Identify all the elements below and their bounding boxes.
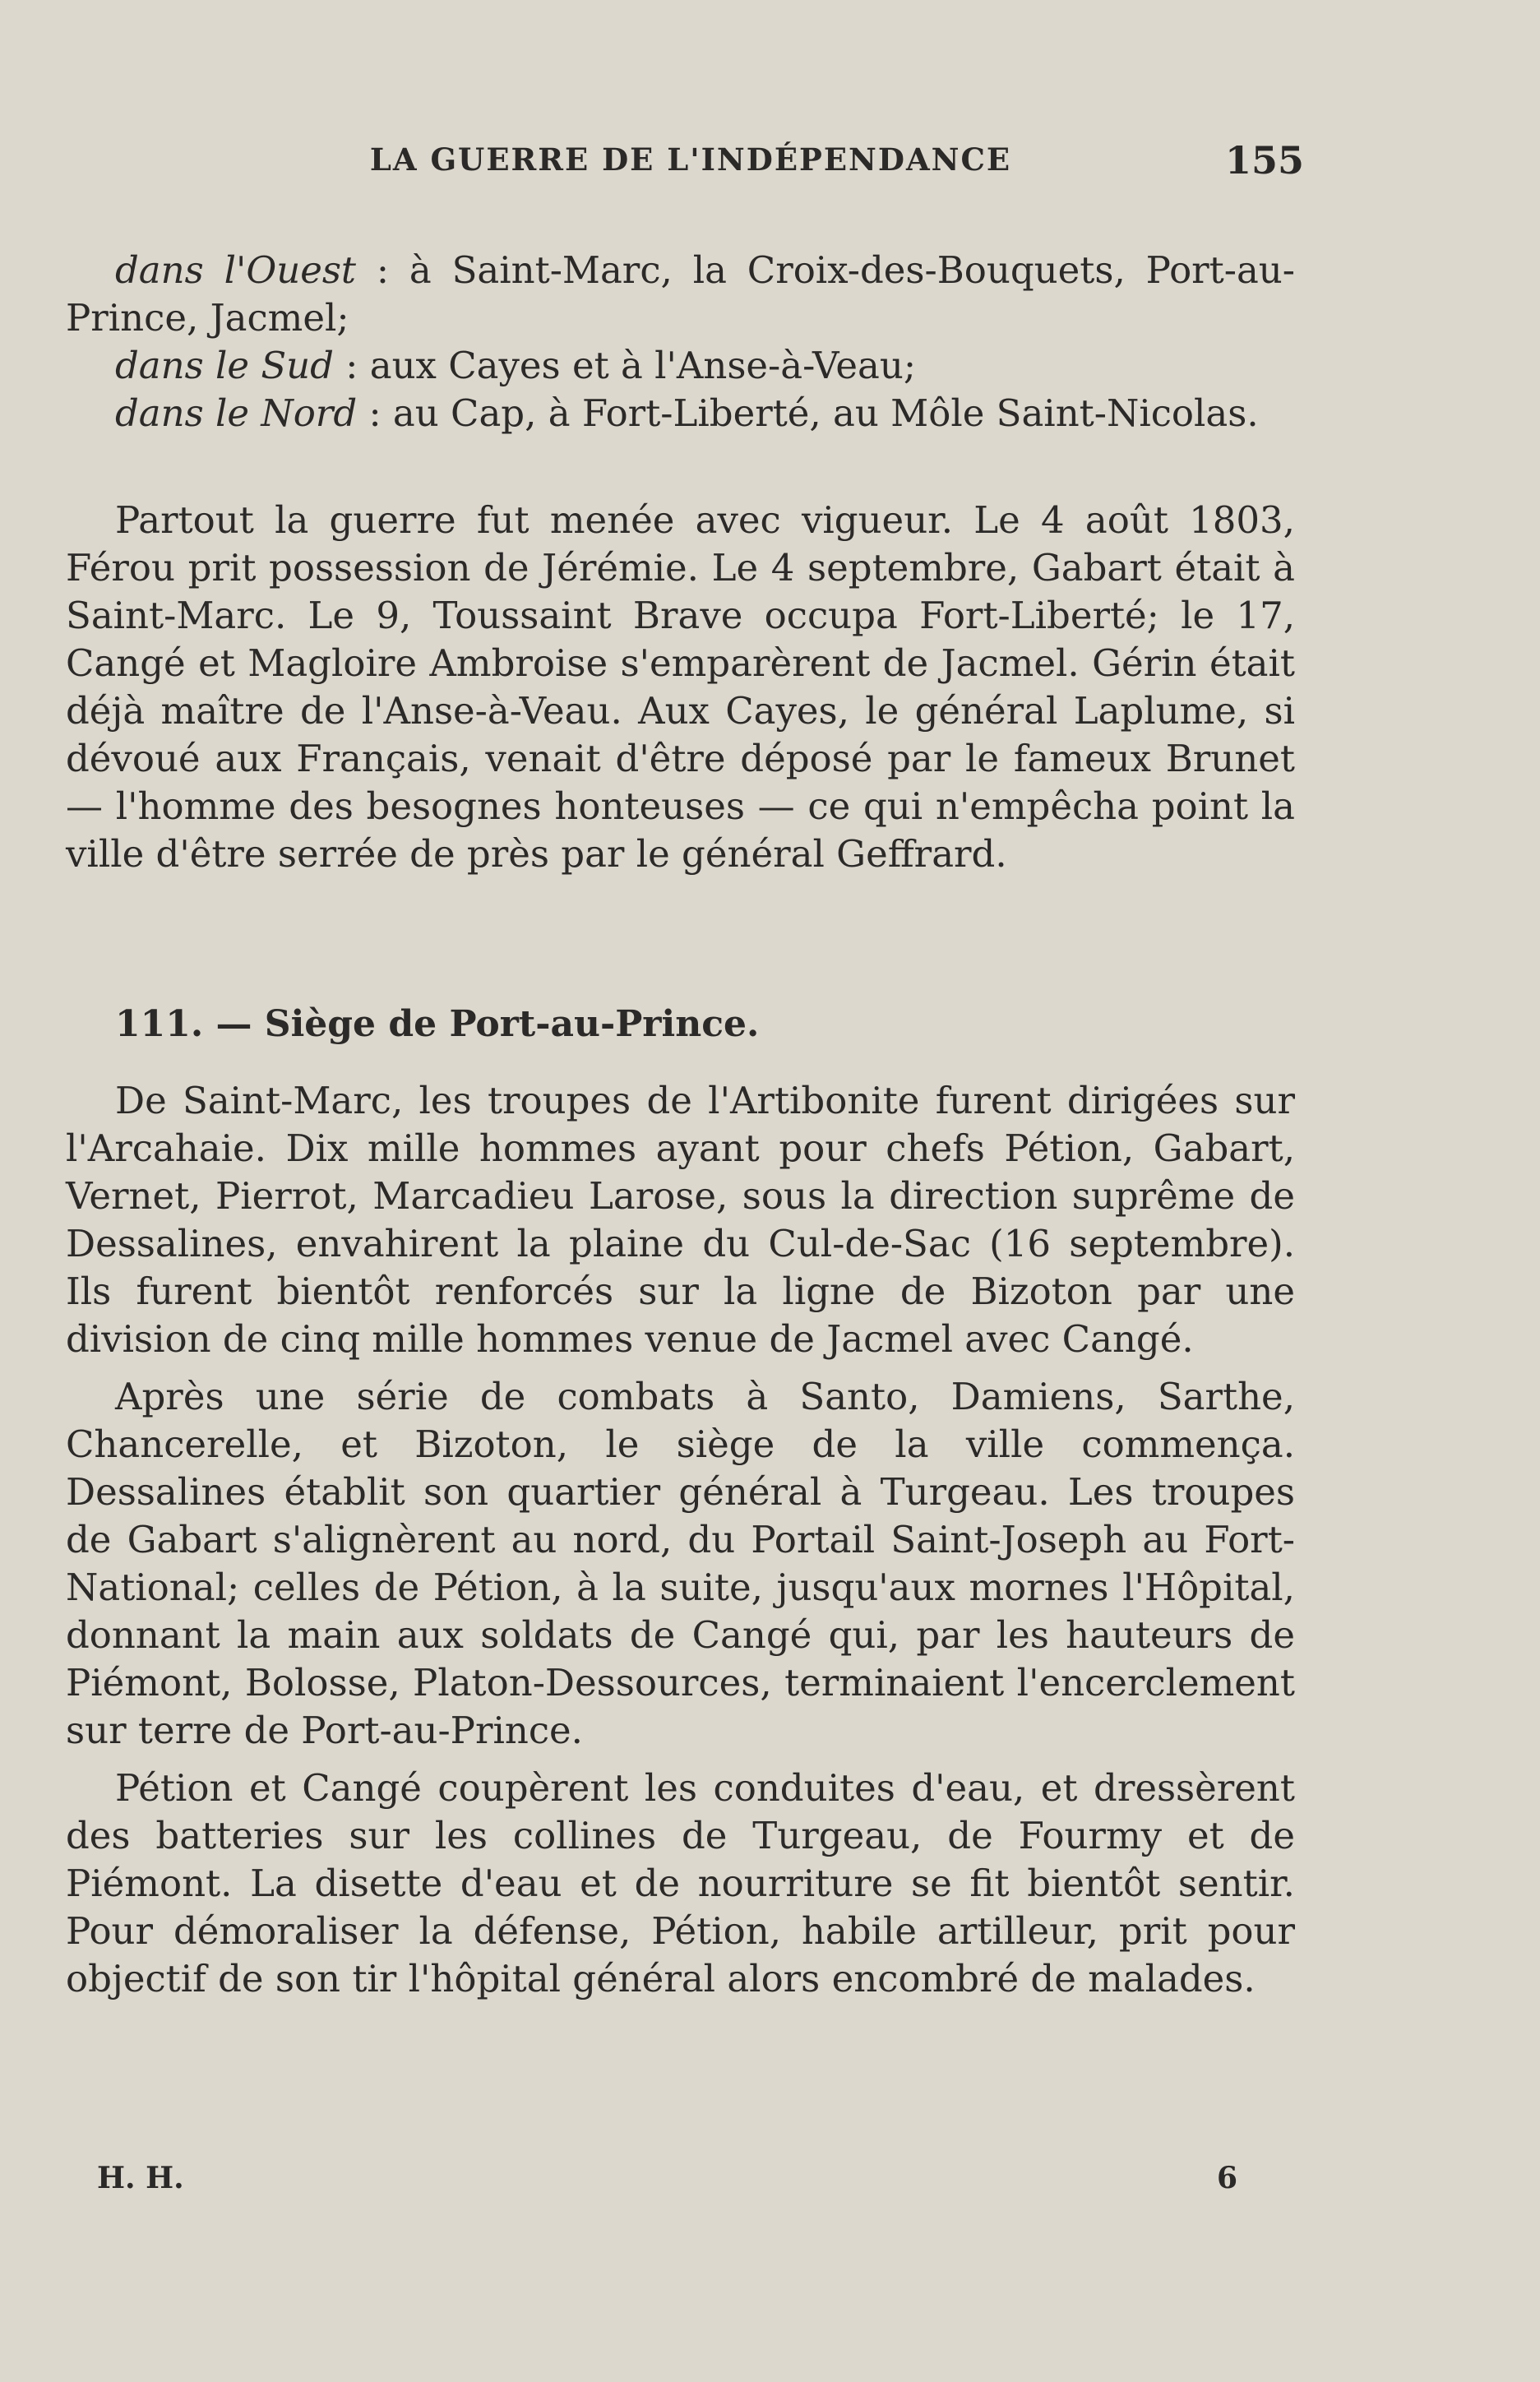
footer-sheet-number: 6 <box>1217 2161 1238 2195</box>
list-item-ouest <box>66 247 1295 342</box>
page-number: 155 <box>1225 138 1305 183</box>
paragraph-war <box>66 497 1295 878</box>
region-list <box>66 247 1295 437</box>
list-item-sud <box>66 342 1295 390</box>
list-label-nord: dans le Nord <box>115 391 358 435</box>
list-label-sud: dans le Sud <box>115 344 334 387</box>
list-text-nord: : au Cap, à Fort-Liberté, au Môle Saint-Nicolas. <box>357 391 1259 435</box>
list-text-ouest: : à Saint-Marc, la Croix-des-Bouquets, Port-au-Prince, Jacmel; <box>66 248 1295 340</box>
running-header: LA GUERRE DE L'INDÉPENDANCE <box>369 141 1012 178</box>
body-paragraph: Partout la guerre fut menée avec vigueur. Le 4 août 1803, Férou prit possession de Jérémie. Le 4 septembre, Gabart était à Saint-Marc. Le 9, Toussaint Brave occupa Fort-Liberté; le 17, Cangé et Magloire Ambroise s'emparèrent de Jacmel. Gérin était déjà maître de l'Anse-à-Veau. Aux Cayes, le général Laplume, si dévoué aux Français, venait d'être déposé par le fameux Brunet — l'homme des besognes honteuses — ce qui n'empêcha point la ville d'être serrée de près par le général Geffrard. <box>66 498 1295 876</box>
footer-signature: H. H. <box>97 2161 184 2195</box>
section-heading: 111. — Siège de Port-au-Prince. <box>115 1003 760 1045</box>
section-paragraph: Pétion et Cangé coupèrent les conduites d'eau, et dressèrent des batteries sur les collines de Turgeau, de Fourmy et de Piémont. La disette d'eau et de nourriture se fit bientôt sentir. Pour démoraliser la défense, Pétion, habile artilleur, prit pour objectif de son tir l'hôpital général alors encombré de malades. <box>66 1766 1295 2000</box>
list-text-sud: : aux Cayes et à l'Anse-à-Veau; <box>333 344 916 387</box>
section-body <box>66 1077 1295 2003</box>
section-paragraph: Après une série de combats à Santo, Damiens, Sarthe, Chancerelle, et Bizoton, le siège de la ville commença. Dessalines établit son quartier général à Turgeau. Les troupes de Gabart s'alignèrent au nord, du Portail Saint-Joseph au Fort-National; celles de Pétion, à la suite, jusqu'aux mornes l'Hôpital, donnant la main aux soldats de Cangé qui, par les hauteurs de Piémont, Bolosse, Platon-Dessources, terminaient l'encerclement sur terre de Port-au-Prince. <box>66 1375 1295 1752</box>
section-paragraph: De Saint-Marc, les troupes de l'Artibonite furent dirigées sur l'Arcahaie. Dix mille hommes ayant pour chefs Pétion, Gabart, Vernet, Pierrot, Marcadieu Larose, sous la direction suprême de Dessalines, envahirent la plaine du Cul-de-Sac (16 septembre). Ils furent bientôt renforcés sur la ligne de Bizoton par une division de cinq mille hommes venue de Jacmel avec Cangé. <box>66 1079 1295 1361</box>
list-item-nord <box>66 390 1295 437</box>
list-label-ouest: dans l'Ouest <box>115 248 357 292</box>
